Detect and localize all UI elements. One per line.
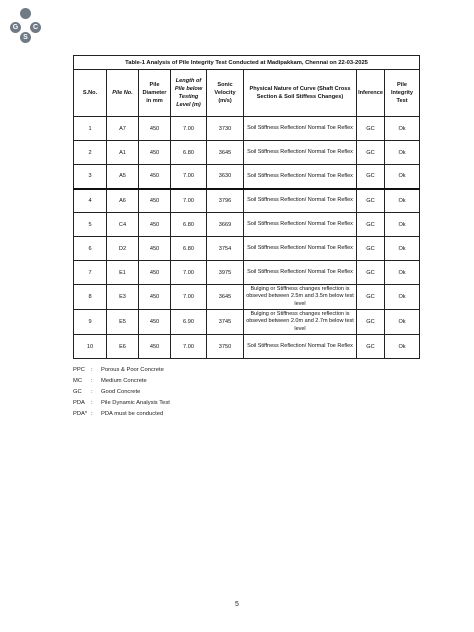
cell-length: 6.80 <box>171 141 207 165</box>
cell-integrity: Ok <box>385 310 420 335</box>
cell-pile-no: E5 <box>107 310 139 335</box>
logo-letter: S <box>20 32 31 43</box>
cell-sno: 7 <box>74 261 107 285</box>
cell-curve-nature: Soil Stiffness Reflection/ Normal Toe Reflex <box>244 141 357 165</box>
table-row <box>74 165 420 189</box>
cell-length: 7.00 <box>171 189 207 213</box>
legend-item <box>73 375 170 386</box>
cell-inference: GC <box>357 165 385 189</box>
cell-curve-nature: Bulging or Stiffness changes reflection is obseved between 2.5m and 3.5m below test level <box>244 285 357 310</box>
cell-velocity: 3975 <box>207 261 244 285</box>
abbreviation-legend <box>73 364 170 420</box>
cell-sno: 9 <box>74 310 107 335</box>
cell-velocity: 3669 <box>207 213 244 237</box>
legend-abbr: PPC <box>73 366 85 373</box>
cell-length: 6.80 <box>171 213 207 237</box>
cell-velocity: 3750 <box>207 335 244 359</box>
cell-diameter: 450 <box>139 117 171 141</box>
legend-item <box>73 398 170 409</box>
table-row <box>74 237 420 261</box>
header-pile-length: Length of Pile below Testing Level (m) <box>171 70 207 117</box>
cell-integrity: Ok <box>385 189 420 213</box>
cell-pile-no: A7 <box>107 117 139 141</box>
legend-abbr: MC <box>73 377 83 384</box>
cell-pile-no: A1 <box>107 141 139 165</box>
cell-integrity: Ok <box>385 237 420 261</box>
cell-integrity: Ok <box>385 117 420 141</box>
cell-length: 6.80 <box>171 237 207 261</box>
table-title: Table-1 Analysis of Pile Integrity Test Conducted at Madipakkam, Chennai on 22-03-2025 <box>74 56 420 70</box>
cell-inference: GC <box>357 335 385 359</box>
cell-curve-nature: Bulging or Stiffness changes reflection is obseved between 2.0m and 2.7m below test level <box>244 310 357 335</box>
cell-pile-no: A5 <box>107 165 139 189</box>
cell-integrity: Ok <box>385 213 420 237</box>
cell-pile-no: D2 <box>107 237 139 261</box>
cell-velocity: 3645 <box>207 141 244 165</box>
cell-length: 7.00 <box>171 335 207 359</box>
cell-inference: GC <box>357 237 385 261</box>
cell-diameter: 450 <box>139 237 171 261</box>
cell-velocity: 3745 <box>207 310 244 335</box>
cell-length: 7.00 <box>171 117 207 141</box>
header-pile-no: Pile No. <box>107 70 139 117</box>
cell-diameter: 450 <box>139 141 171 165</box>
header-pile-diameter: Pile Diameter in mm <box>139 70 171 117</box>
cell-velocity: 3630 <box>207 165 244 189</box>
cell-inference: GC <box>357 117 385 141</box>
cell-velocity: 3796 <box>207 189 244 213</box>
cell-inference: GC <box>357 285 385 310</box>
cell-pile-no: C4 <box>107 213 139 237</box>
cell-inference: GC <box>357 141 385 165</box>
header-sonic-velocity: Sonic Velocity (m/s) <box>207 70 244 117</box>
cell-length: 6.90 <box>171 310 207 335</box>
cell-inference: GC <box>357 189 385 213</box>
cell-curve-nature: Soil Stiffness Reflection/ Normal Toe Reflex <box>244 237 357 261</box>
cell-pile-no: E1 <box>107 261 139 285</box>
cell-pile-no: E3 <box>107 285 139 310</box>
legend-item <box>73 409 170 420</box>
cell-velocity: 3730 <box>207 117 244 141</box>
cell-curve-nature: Soil Stiffness Reflection/ Normal Toe Reflex <box>244 165 357 189</box>
cell-diameter: 450 <box>139 165 171 189</box>
cell-inference: GC <box>357 261 385 285</box>
cell-sno: 1 <box>74 117 107 141</box>
pile-integrity-table <box>73 55 420 359</box>
cell-diameter: 450 <box>139 335 171 359</box>
cell-diameter: 450 <box>139 285 171 310</box>
cell-integrity: Ok <box>385 285 420 310</box>
legend-text: PDA must be conducted <box>101 411 164 418</box>
legend-abbr: GC <box>73 388 82 395</box>
company-logo <box>6 8 46 44</box>
cell-inference: GC <box>357 213 385 237</box>
cell-pile-no: A6 <box>107 189 139 213</box>
page-number: 5 <box>235 601 239 608</box>
cell-velocity: 3754 <box>207 237 244 261</box>
cell-integrity: Ok <box>385 261 420 285</box>
legend-text: Medium Concrete <box>101 377 147 384</box>
cell-curve-nature: Soil Stiffness Reflection/ Normal Toe Reflex <box>244 335 357 359</box>
legend-colon: : <box>91 400 93 407</box>
cell-diameter: 450 <box>139 213 171 237</box>
cell-integrity: Ok <box>385 141 420 165</box>
cell-sno: 5 <box>74 213 107 237</box>
legend-text: Porous & Poor Concrete <box>101 366 164 373</box>
legend-item <box>73 364 170 375</box>
legend-abbr: PDA* <box>73 411 88 418</box>
table-row <box>74 285 420 310</box>
cell-length: 7.00 <box>171 261 207 285</box>
cell-curve-nature: Soil Stiffness Reflection/ Normal Toe Reflex <box>244 213 357 237</box>
header-curve-nature: Physical Nature of Curve (Shaft Cross Section & Soil Stiffess Changes) <box>244 70 357 117</box>
header-pile-integrity: Pile Integrity Test <box>385 70 420 117</box>
legend-text: Pile Dynamic Analysis Test <box>101 400 170 407</box>
cell-diameter: 450 <box>139 189 171 213</box>
header-sno: S.No. <box>74 70 107 117</box>
table-row <box>74 261 420 285</box>
cell-length: 7.00 <box>171 165 207 189</box>
cell-sno: 2 <box>74 141 107 165</box>
table-row <box>74 117 420 141</box>
logo-hexagon <box>20 8 31 19</box>
cell-curve-nature: Soil Stiffness Reflection/ Normal Toe Reflex <box>244 261 357 285</box>
cell-inference: GC <box>357 310 385 335</box>
legend-abbr: PDA <box>73 400 85 407</box>
table-row <box>74 335 420 359</box>
legend-colon: : <box>91 377 93 384</box>
legend-text: Good Concrete <box>101 388 141 395</box>
legend-colon: : <box>91 411 93 418</box>
cell-curve-nature: Soil Stiffness Reflection/ Normal Toe Reflex <box>244 117 357 141</box>
cell-sno: 10 <box>74 335 107 359</box>
cell-length: 7.00 <box>171 285 207 310</box>
cell-integrity: Ok <box>385 335 420 359</box>
header-inference: Inference <box>357 70 385 117</box>
cell-velocity: 3645 <box>207 285 244 310</box>
logo-letter: C <box>30 22 41 33</box>
cell-diameter: 450 <box>139 261 171 285</box>
cell-diameter: 450 <box>139 310 171 335</box>
table-row <box>74 141 420 165</box>
cell-curve-nature: Soil Stiffness Reflection/ Normal Toe Reflex <box>244 189 357 213</box>
cell-pile-no: E6 <box>107 335 139 359</box>
cell-sno: 4 <box>74 189 107 213</box>
legend-item <box>73 386 170 397</box>
table-header-row <box>74 70 420 117</box>
cell-sno: 3 <box>74 165 107 189</box>
table-row <box>74 310 420 335</box>
cell-sno: 8 <box>74 285 107 310</box>
legend-colon: : <box>91 388 93 395</box>
cell-sno: 6 <box>74 237 107 261</box>
logo-letter: G <box>10 22 21 33</box>
cell-integrity: Ok <box>385 165 420 189</box>
table-row <box>74 189 420 213</box>
legend-colon: : <box>91 366 93 373</box>
table-row <box>74 213 420 237</box>
